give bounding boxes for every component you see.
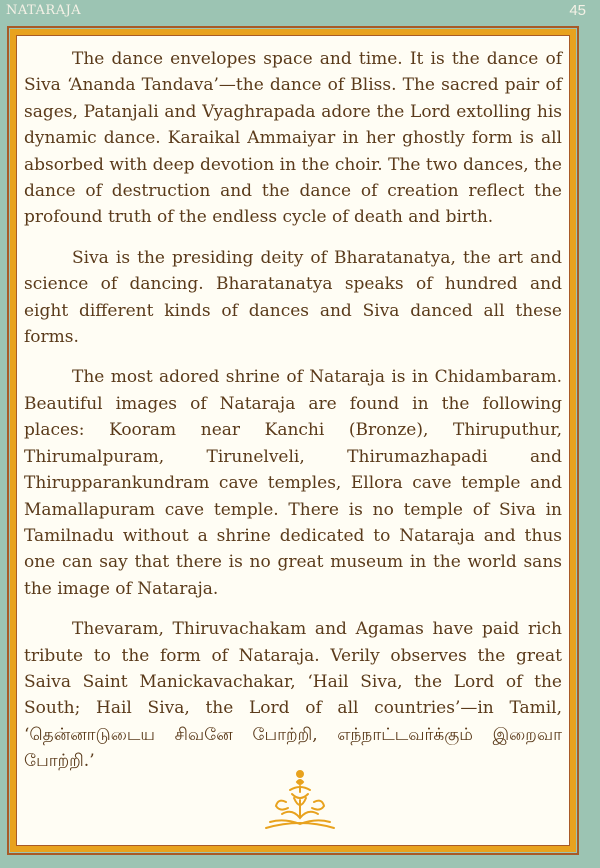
paragraph-3: The most adored shrine of Nataraja is in Chidambaram. Beautiful images of Nataraja are found in the following places: Kooram near Kanchi (Bronze), Thiruputhur, Thirumalpuram, Tirunelveli, Thirumazhapadi and Thirupparankundram cave temples, Ellora cave temple and Mamallapuram cave temple. There is no temple of Siva in Tamilnadu without a shrine dedicated to Nataraja and thus one can say that there is no great museum in the world sans the image of Nataraja. — [24, 367, 562, 599]
running-title: NATARAJA — [6, 3, 82, 18]
paragraph-4: Thevaram, Thiruvachakam and Agamas have paid rich tribute to the form of Nataraja. Verily observes the great Saiva Saint Manickavachakar, ‘Hail Siva, the Lord of the South; Hail Siva, the Lord of all countries’—in Tamil, ‘தென்னாடுடைய சிவனே போற்றி, எந்நாட்டவர்க்கும் இறைவா போற்றி.’ — [24, 619, 562, 772]
body-text — [24, 46, 562, 789]
paragraph-1: The dance envelopes space and time. It is the dance of Siva ‘Ananda Tandava’—the dance of Bliss. The sacred pair of sages, Patanjali and Vyaghrapada adore the Lord extolling his dynamic dance. Karaikal Ammaiyar in her ghostly form is all absorbed with deep devotion in the choir. The two dances, the dance of destruction and the dance of creation reflect the profound truth of the endless cycle of death and birth. — [24, 49, 562, 228]
floral-ornament-icon — [264, 768, 336, 830]
page-number: 45 — [569, 2, 586, 19]
paragraph-2: Siva is the presiding deity of Bharatanatya, the art and science of dancing. Bharatanatya speaks of hundred and eight different kinds of dances and Siva danced all these forms. — [24, 247, 562, 348]
